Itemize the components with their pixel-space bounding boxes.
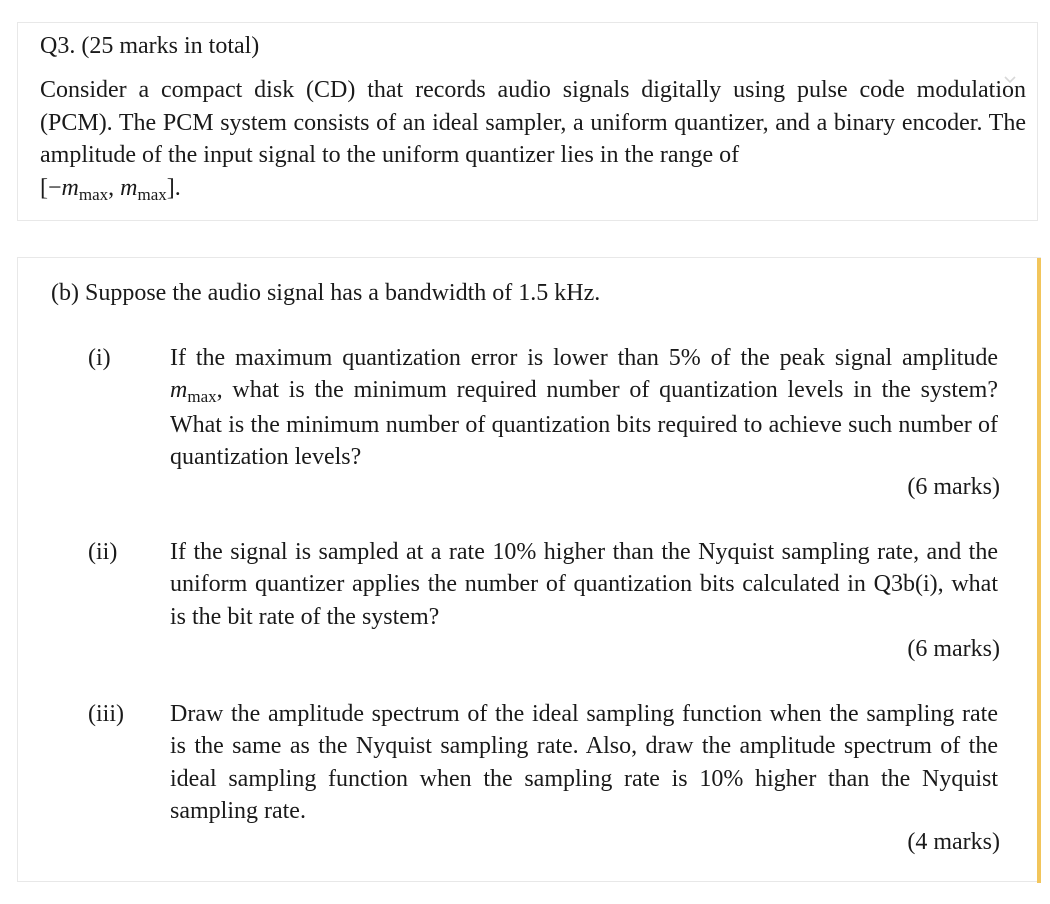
item-label-ii: (ii) xyxy=(88,539,118,565)
range-max-subscript: max xyxy=(137,184,167,204)
question-part-b-card xyxy=(17,257,1041,882)
accent-bar xyxy=(1037,258,1041,883)
item-i-subscript: max xyxy=(187,387,217,407)
item-text-i xyxy=(170,342,998,473)
item-i-text-before: If the maximum quantization error is lower than 5% of the peak signal amplitude xyxy=(170,345,998,371)
question-intro-text xyxy=(40,74,1026,206)
amplitude-range xyxy=(40,174,181,204)
question-title: Q3. (25 marks in total) xyxy=(40,33,260,59)
item-marks-i: (6 marks) xyxy=(907,474,1000,500)
item-label-iii: (iii) xyxy=(88,701,124,727)
range-min-symbol: m xyxy=(61,174,79,201)
item-marks-ii: (6 marks) xyxy=(907,636,1000,662)
intro-paragraph: Consider a compact disk (CD) that records audio signals digitally using pulse code modulation (PCM). The PCM system consists of an ideal sampler, a uniform quantizer, and a binary encoder. The amplitude of the input signal to the uniform quantizer lies in the range of xyxy=(40,77,1026,168)
range-separator: , xyxy=(108,174,121,201)
item-i-symbol: m xyxy=(170,377,188,404)
item-text-iii: Draw the amplitude spectrum of the ideal sampling function when the sampling rate is the same as the Nyquist sampling rate. Also, draw the amplitude spectrum of the ideal sampling function when the sampling rate is 10% higher than the Nyquist sampling rate. xyxy=(170,701,998,824)
item-marks-iii: (4 marks) xyxy=(907,829,1000,855)
part-b-title: (b) Suppose the audio signal has a bandwidth of 1.5 kHz. xyxy=(51,280,601,306)
range-max-symbol: m xyxy=(120,174,138,201)
item-label-i: (i) xyxy=(88,345,111,371)
question-intro-card xyxy=(17,22,1038,221)
range-close: ]. xyxy=(166,174,181,201)
item-text-ii: If the signal is sampled at a rate 10% higher than the Nyquist sampling rate, and the uniform quantizer applies the number of quantization bits calculated in Q3b(i), what is the bit rate of the system? xyxy=(170,539,998,630)
range-min-subscript: max xyxy=(78,184,109,204)
item-i-text-after: , what is the minimum required number of quantization levels in the system? What is the minimum number of quantization bits required to achieve such number of quantization levels? xyxy=(170,377,998,470)
range-open: [− xyxy=(40,174,62,201)
